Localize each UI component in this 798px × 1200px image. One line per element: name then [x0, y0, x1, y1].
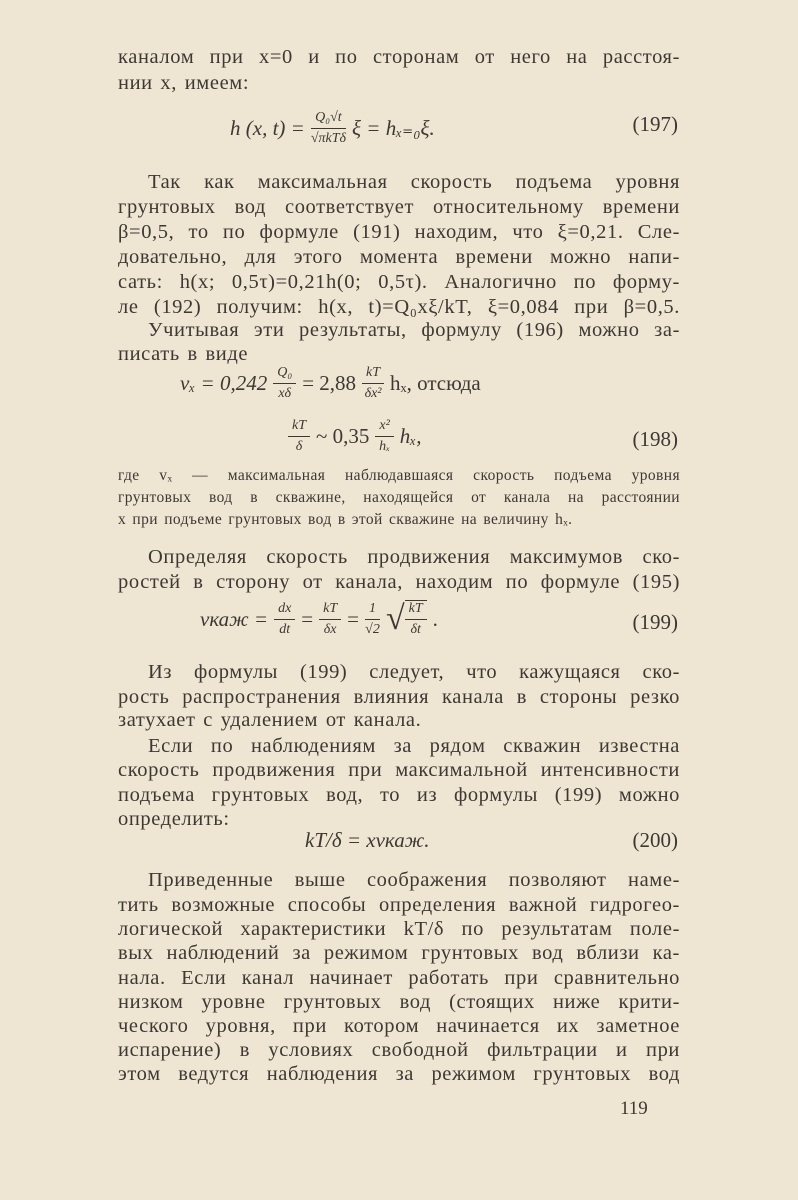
fraction	[288, 418, 310, 455]
fraction	[365, 601, 380, 638]
eq-lhs: vкаж =	[200, 606, 269, 631]
denominator: xδ	[278, 386, 292, 401]
text-line: Учитывая эти результаты, формулу (196) можно за-	[148, 319, 680, 341]
equation-number: (198)	[632, 427, 678, 451]
equation-198b	[282, 418, 422, 455]
text-line: ле (192) получим: h(x, t)=Q₀xξ/kT, ξ=0,084 при β=0,5.	[118, 296, 680, 318]
fraction	[311, 110, 346, 147]
text-line: Так как максимальная скорость подъема уровня	[148, 171, 680, 193]
text-line: нии x, имеем:	[118, 72, 250, 94]
numerator: kT	[362, 365, 384, 384]
text-line: определить:	[118, 808, 230, 830]
equation-197	[230, 110, 435, 147]
eq-mid: = 2,88	[302, 371, 357, 395]
fraction	[362, 365, 384, 402]
eq-expr: kT/δ = xvкаж.	[305, 828, 430, 852]
page-number: 119	[620, 1098, 648, 1119]
numerator: x²	[375, 418, 393, 437]
text-line: нала. Если канал начинает работать при сравнительно	[118, 967, 680, 989]
note-line: грунтовых вод в скважине, находящейся от канала на расстоянии	[118, 489, 680, 506]
text-line: скорость продвижения при максимальной интенсивности	[118, 759, 680, 781]
note-line: где vₓ — максимальная наблюдавшаяся скорость подъема уровня	[118, 467, 680, 484]
eq-mid: ~ 0,35	[316, 424, 370, 448]
denominator: δx	[323, 621, 337, 637]
equation-number: (199)	[632, 610, 678, 634]
eq-end: .	[432, 606, 438, 631]
eq-rhs: ξ = hₓ₌₀ξ.	[352, 116, 435, 140]
numerator: Q₀√t	[311, 110, 346, 129]
text-line: Из формулы (199) следует, что кажущаяся ско-	[148, 661, 680, 683]
numerator: dx	[274, 601, 295, 620]
text-line: этом ведутся наблюдения за режимом грунтовых вод	[118, 1063, 680, 1085]
text-line: Определяя скорость продвижения максимумов ско-	[148, 546, 680, 568]
eq-lhs: h (x, t) =	[230, 116, 305, 140]
text-line: тить возможные способы определения важной гидрогео-	[118, 894, 680, 916]
text-line: β=0,5, то по формуле (191) находим, что ξ=0,21. Сле-	[118, 221, 680, 243]
numerator: 1	[365, 601, 380, 620]
text-line: низком уровне грунтовых вод (стоящих ниже крити-	[118, 991, 680, 1013]
equation-number: (200)	[632, 828, 678, 852]
fraction	[405, 600, 427, 638]
numerator: kT	[319, 601, 341, 620]
text-line: Приведенные выше соображения позволяют наме-	[148, 869, 680, 891]
denominator: δ	[295, 439, 303, 454]
numerator: kT	[288, 418, 310, 437]
text-line: грунтовых вод соответствует относительному времени	[118, 196, 680, 218]
text-line: ростей в сторону от канала, находим по формуле (195)	[118, 571, 680, 593]
equation-198a	[180, 365, 481, 402]
equation-199	[200, 600, 438, 638]
root-sign: √	[385, 600, 405, 637]
fraction	[274, 601, 295, 638]
denominator: √2	[365, 621, 380, 637]
numerator: kT	[405, 601, 427, 620]
text-line: каналом при x=0 и по сторонам от него на расстоя-	[118, 46, 680, 68]
note-line: x при подъеме грунтовых вод в этой скважине на величину hₓ.	[118, 511, 573, 528]
text-line: вых наблюдений за режимом грунтовых вод вблизи ка-	[118, 942, 680, 964]
denominator: dt	[279, 621, 291, 637]
equation-200	[305, 828, 430, 853]
equation-number: (197)	[632, 112, 678, 136]
text-line: довательно, для этого момента времени можно напи-	[118, 246, 680, 268]
fraction	[319, 601, 341, 638]
text-line: Если по наблюдениям за рядом скважин известна	[148, 735, 680, 757]
text-line: писать в виде	[118, 343, 249, 365]
eq-sign: =	[347, 606, 359, 631]
denominator: δx²	[364, 386, 382, 401]
eq-sign: =	[301, 606, 314, 631]
text-line: затухает с удалением от канала.	[118, 709, 422, 731]
text-line: ческого уровня, при котором начинается их заметное	[118, 1015, 680, 1037]
text-line: логической характеристики kT/δ по результатам поле-	[118, 918, 680, 940]
eq-rhs: hₓ, отсюда	[390, 371, 481, 395]
eq-lhs: vₓ = 0,242	[180, 371, 268, 395]
text-line: рость распространения влияния канала в стороны резко	[118, 686, 680, 708]
denominator: √πkTδ	[310, 131, 347, 146]
text-line: подъема грунтовых вод, то из формулы (199) можно	[118, 784, 680, 806]
denominator: hₓ	[379, 439, 391, 454]
text-line: испарение) в условиях свободной фильтрации и при	[118, 1039, 680, 1061]
eq-rhs: hₓ,	[399, 424, 422, 448]
numerator: Q₀	[273, 365, 296, 384]
fraction	[273, 365, 296, 402]
text-line: сать: h(x; 0,5τ)=0,21h(0; 0,5τ). Аналогично по форму-	[118, 271, 680, 293]
fraction	[375, 418, 393, 455]
denominator: δt	[410, 622, 421, 637]
